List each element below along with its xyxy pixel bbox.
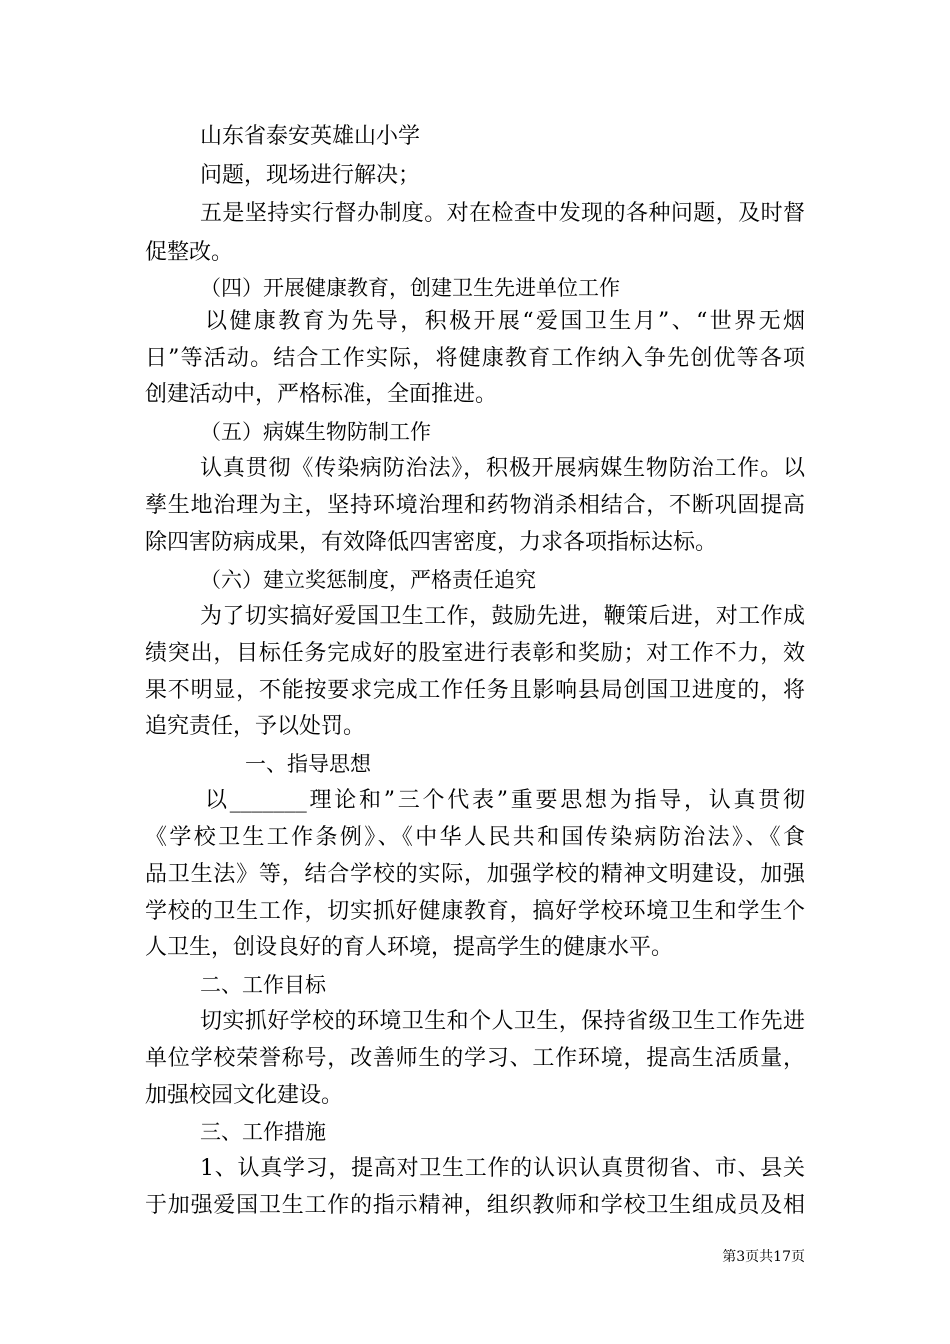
body-line: 问题，现场进行解决； [200,163,421,188]
body-line: 追究责任，予以处罚。 [145,714,366,739]
section-heading: 一、指导思想 [245,752,371,776]
section-heading: 三、工作措施 [200,1120,326,1144]
body-line: 人卫生，创设良好的育人环境，提高学生的健康水平。 [145,935,674,960]
body-line: 为了切实搞好爱国卫生工作，鼓励先进，鞭策后进，对工作成 [200,604,805,629]
page-number: 第3页共17页 [722,1249,805,1265]
body-line: 认真贯彻《传染病防治法》，积极开展病媒生物防治工作。以 [200,456,805,481]
body-line: 促整改。 [145,240,234,265]
body-line: 《学校卫生工作条例》、《中华人民共和国传染病防治法》、《食 [145,825,805,850]
body-line: 切实抓好学校的环境卫生和个人卫生，保持省级卫生工作先进 [200,1009,805,1034]
body-line: 五是坚持实行督办制度。对在检查中发现的各种问题，及时督 [200,201,805,226]
body-line: 日”等活动。结合工作实际，将健康教育工作纳入争先创优等各项 [145,346,805,371]
section-heading: 二、工作目标 [200,973,326,997]
body-line: 单位学校荣誉称号，改善师生的学习、工作环境，提高生活质量， [145,1046,805,1071]
body-line: 加强校园文化建设。 [145,1083,344,1108]
body-line: 孳生地治理为主，坚持环境治理和药物消杀相结合，不断巩固提高 [145,493,805,518]
body-line: 以_______理论和”三个代表”重要思想为指导，认真贯彻 [205,788,805,813]
body-line: 除四害防病成果，有效降低四害密度，力求各项指标达标。 [145,530,718,555]
section-heading: （五）病媒生物防制工作 [200,420,431,444]
body-line: 于加强爱国卫生工作的指示精神，组织教师和学校卫生组成员及相 [145,1193,805,1218]
body-line: 以健康教育为先导，积极开展“爱国卫生月”、“世界无烟 [205,309,805,334]
body-line: 学校的卫生工作，切实抓好健康教育，搞好学校环境卫生和学生个 [145,899,805,924]
section-heading: （四）开展健康教育，创建卫生先进单位工作 [200,276,620,300]
header-school-name: 山东省泰安英雄山小学 [200,124,421,149]
section-heading: （六）建立奖惩制度，严格责任追究 [200,568,536,592]
body-line: 创建活动中，严格标准，全面推进。 [145,382,498,407]
body-line: 果不明显，不能按要求完成工作任务且影响县局创国卫进度的，将 [145,678,805,703]
body-line: 品卫生法》等，结合学校的实际，加强学校的精神文明建设，加强 [145,862,805,887]
body-line: 绩突出，目标任务完成好的股室进行表彰和奖励；对工作不力，效 [145,641,805,666]
body-line: 1、认真学习，提高对卫生工作的认识认真贯彻省、市、县关 [200,1156,805,1181]
